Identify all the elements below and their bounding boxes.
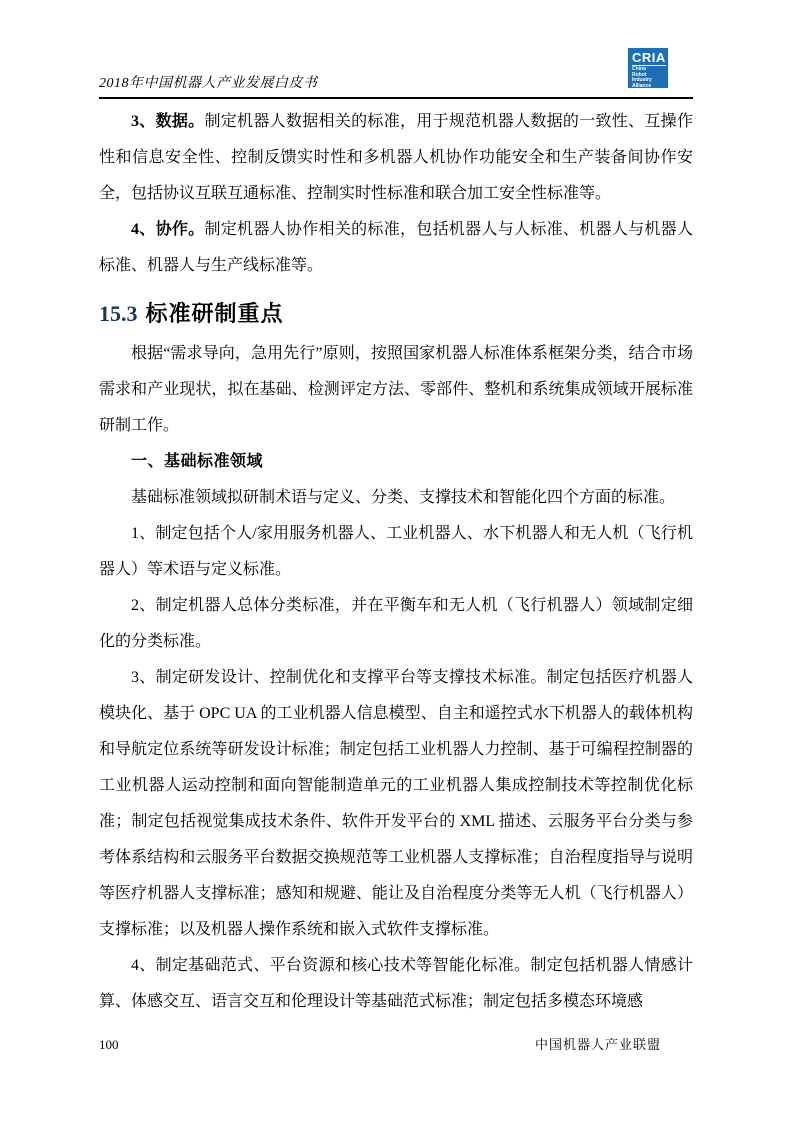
paragraph-text: 制定机器人数据相关的标准，用于规范机器人数据的一致性、互操作性和信息安全性、控制反馈实时性和多机器人机协作功能安全和生产装备间协作安全，包括协议互联互通标准、控制实时性标准和联合加工安全性标准等。 [99,113,693,202]
section-title: 标准研制重点 [145,301,284,326]
cria-logo-line: China [632,66,646,72]
paragraph-text: 制定机器人协作相关的标准，包括机器人与人标准、机器人与机器人标准、机器人与生产线标准等。 [99,221,693,274]
paragraph-intro [99,336,693,444]
paragraph-item-2: 2、制定机器人总体分类标准，并在平衡车和无人机（飞行机器人）领域制定细化的分类标准。 [99,597,693,650]
document-title: 2018年中国机器人产业发展白皮书 [99,76,318,91]
section-number: 15.3 [99,301,138,326]
subsection-heading: 一、基础标准领域 [131,453,264,470]
paragraph-lead: 4、协作。 [131,221,205,238]
page-footer [99,1034,693,1053]
section-heading [99,298,693,330]
paragraph-lead: 3、数据。 [131,113,205,130]
cria-logo [628,48,668,88]
paragraph-item-3: 3、制定研发设计、控制优化和支撑平台等支撑技术标准。制定包括医疗机器人模块化、基于 OPC UA 的工业机器人信息模型、自主和遥控式水下机器人的载体机构和导航定位系统等研发设计标准；制定包括工业机器人力控制、基于可编程控制器的工业机器人运动控制和面向智能制造单元的工业机器人集成控制技术等控制优化标准；制定包括视觉集成技术条件、软件开发平台的 XML 描述、云服务平台分类与参考体系结构和云服务平台数据交换规范等工业机器人支撑标准；自治程度指导与说明等医疗机器人支撑标准；感知和规避、能让及自治程度分类等无人机（飞行机器人）支撑标准；以及机器人操作系统和嵌入式软件支撑标准。 [99,669,693,938]
cria-logo-line: Industry [632,77,652,83]
page-number: 100 [99,1037,119,1052]
paragraph-item-4: 4、制定基础范式、平台资源和核心技术等智能化标准。制定包括机器人情感计算、体感交互、语言交互和伦理设计等基础范式标准；制定包括多模态环境感 [99,957,693,1010]
paragraph-overview: 基础标准领域拟研制术语与定义、分类、支撑技术和智能化四个方面的标准。 [131,489,676,506]
cria-logo-line: Robot [632,71,647,78]
paragraph-data-standards [99,104,693,212]
cria-logo-line: Alliance [632,82,652,89]
cria-logo-acronym: CRIA [632,50,666,65]
paragraph-item-1: 1、制定包括个人/家用服务机器人、工业机器人、水下机器人和无人机（飞行机器人）等术语与定义标准。 [99,525,693,578]
paragraph-text: 根据“需求导向，急用先行”原则，按照国家机器人标准体系框架分类，结合市场需求和产业现状，拟在基础、检测评定方法、零部件、整机和系统集成领域开展标准研制工作。 [99,345,693,434]
footer-organization: 中国机器人产业联盟 [534,1037,661,1052]
page-header [99,0,693,99]
paragraph-collaboration-standards [99,212,693,284]
document-body [99,99,693,1020]
